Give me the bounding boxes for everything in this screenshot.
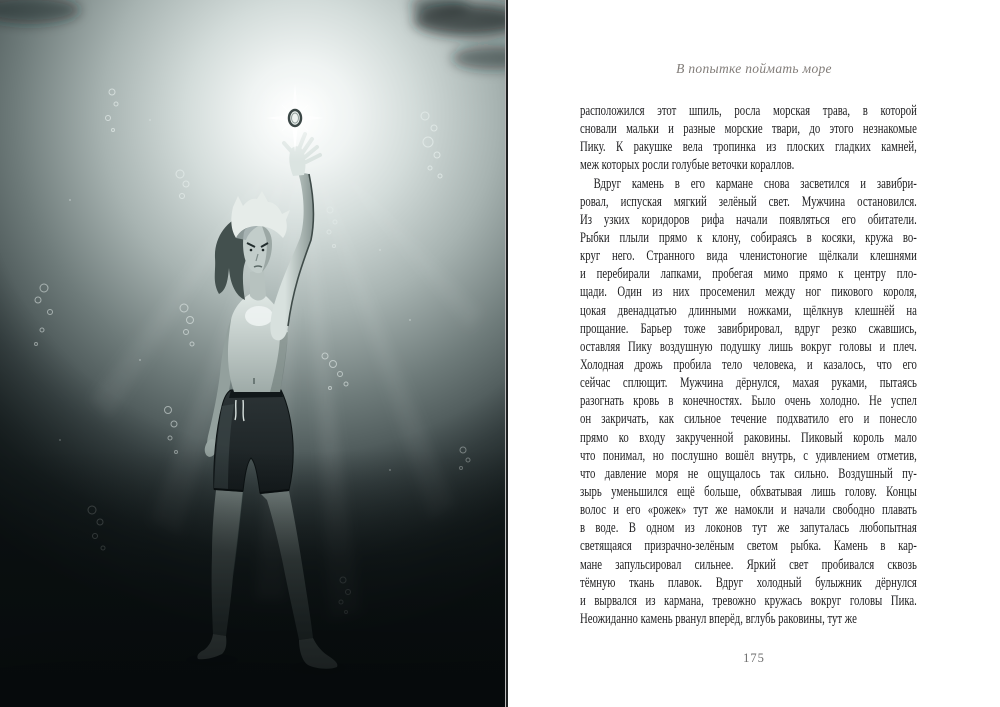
text-line: цокая двенадцатью длинными ножками, щёлкнув клешнёй на bbox=[580, 302, 917, 319]
running-head: В попытке поймать море bbox=[676, 61, 832, 76]
text-line: светящаяся призрачно-зелёным светом рыбка. Камень в кар- bbox=[580, 538, 917, 555]
text-line: оставляя Пику воздушную подушку лишь вокруг головы и плеч. bbox=[580, 338, 917, 355]
text-line: разогнать кровь в конечностях. Было очень холодно. Не успел bbox=[580, 393, 917, 410]
text-line: расположился этот шпиль, росла морская трава, в которой bbox=[580, 103, 917, 119]
text-line: и перебирали лапками, пробегая мимо прямо к центру пло- bbox=[580, 266, 917, 283]
text-line: прощание. Барьер тоже завибрировал, вдруг резко сжавшись, bbox=[580, 320, 917, 337]
text-line: меж которых росли голубые веточки кораллов. bbox=[580, 157, 795, 174]
text-line: сновали мальки и разные морские твари, до этого незнакомые bbox=[580, 121, 917, 138]
text-line: Неожиданно камень рванул вперёд, вглубь раковины, тут же bbox=[580, 610, 857, 627]
text-line: мане запульсировал сильнее. Яркий свет пробивался сквозь bbox=[580, 556, 917, 573]
text-line: ровал, испуская мягкий зелёный свет. Мужчина остановился. bbox=[580, 193, 917, 210]
text-block bbox=[580, 102, 917, 628]
page-number: 175 bbox=[743, 651, 765, 665]
text-line: Рыбки плыли прямо к клону, собираясь в косяки, кружа во- bbox=[580, 229, 917, 246]
text-line: круг него. Странного вида членистоногие щёлкали клешнями bbox=[580, 248, 917, 265]
text-line: сейчас сплющит. Мужчина дёрнулся, махая руками, пытаясь bbox=[580, 375, 917, 392]
text-line: щади. Один из них просеменил между ног пикового короля, bbox=[580, 284, 917, 301]
text-line: волос и его «рожек» тут же намокли и начали свободно плавать bbox=[580, 502, 917, 519]
text-line: прямо ко входу закрученной раковины. Пиковый король мало bbox=[580, 429, 917, 446]
text-line: Вдруг камень в его кармане снова засветился и завибри- bbox=[593, 175, 917, 192]
text-line: зырь уменьшился ещё больше, обхватывая лишь голову. Концы bbox=[580, 483, 917, 500]
text-line: Из узких коридоров рифа начали появляться его обитатели. bbox=[580, 211, 917, 228]
text-line: в воде. В одном из локонов тут же запуталась любопытная bbox=[580, 520, 917, 537]
text-line: тёмную ткань плавок. Вдруг холодный булыжник дёрнулся bbox=[580, 574, 917, 591]
text-line: он закричать, как сильное течение подхватило его и понесло bbox=[580, 411, 917, 428]
text-line: Холодная дрожь пробила тело человека, и казалось, что его bbox=[580, 356, 917, 373]
text-line: что давление моря не ощущалось так сильно. Воздушный пу- bbox=[580, 465, 917, 482]
text-page bbox=[508, 0, 1000, 707]
text-line: что понимал, но послушно вошёл внутрь, с удивлением отметив, bbox=[580, 447, 917, 464]
text-line: Пику. К ракушке вела тропинка из плоских гладких камней, bbox=[580, 139, 917, 156]
text-line: и вырвался из кармана, тревожно кружась вокруг головы Пика. bbox=[580, 592, 917, 609]
